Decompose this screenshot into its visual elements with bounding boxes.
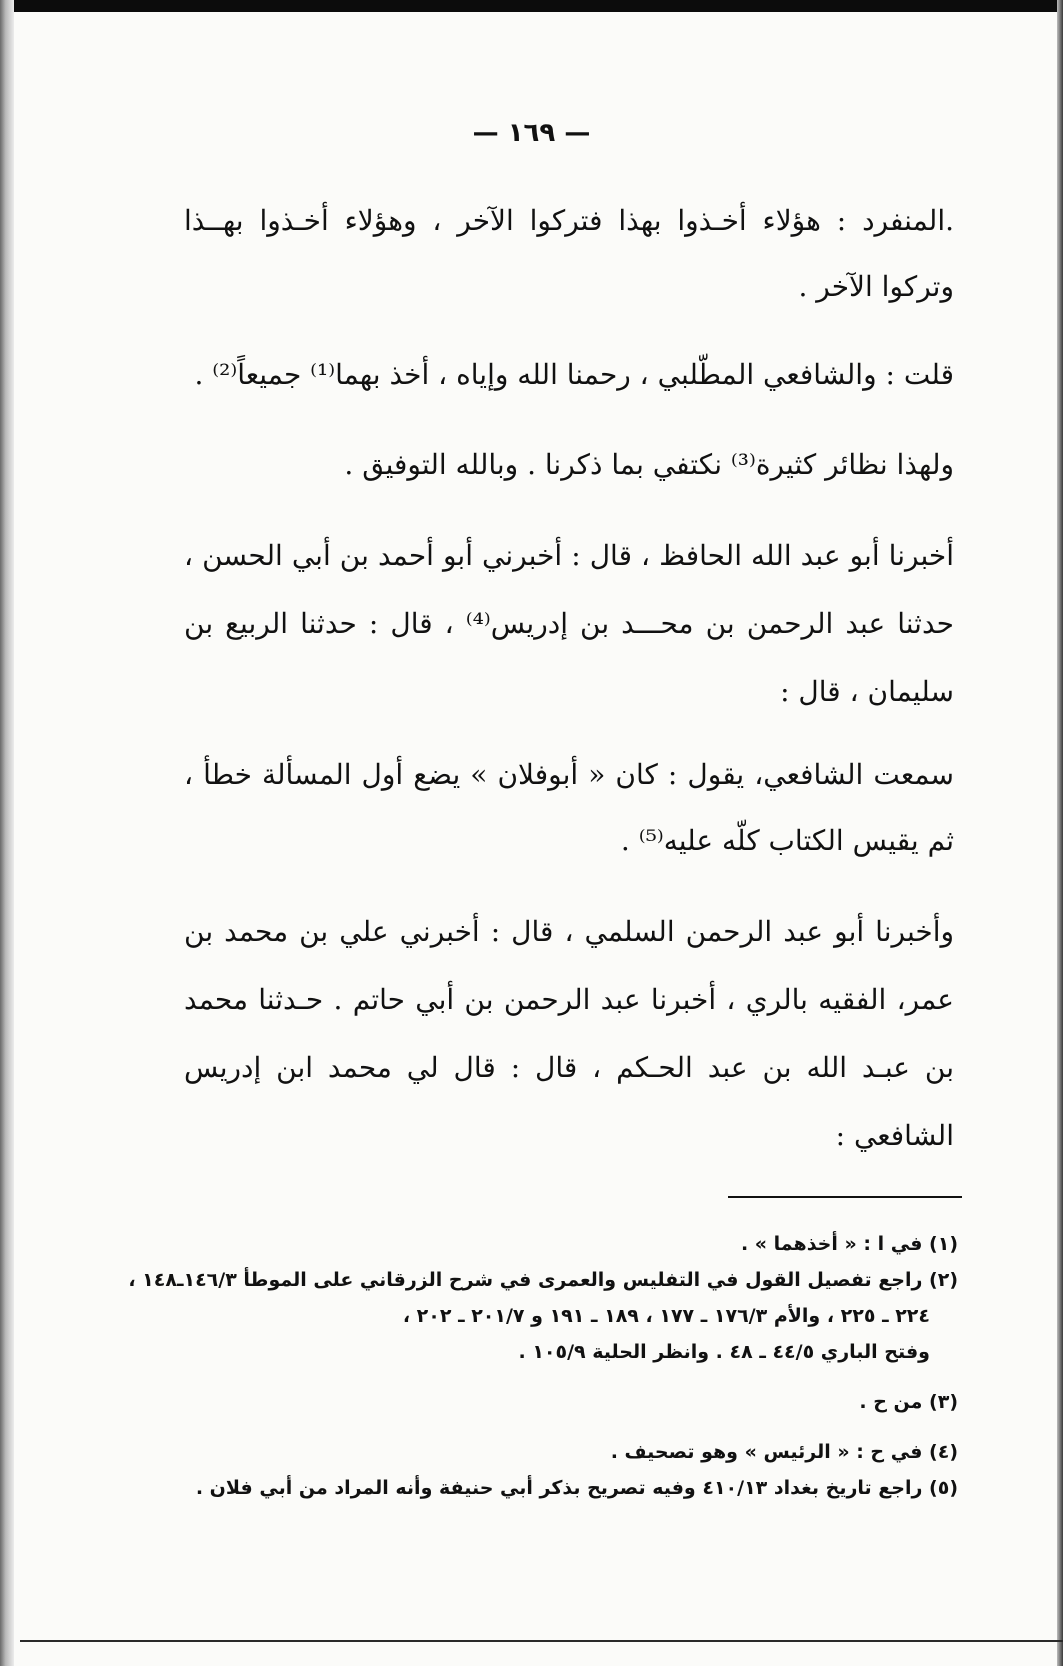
footnote-3: (٣) من ح .	[859, 1391, 958, 1413]
paragraph-1	[184, 188, 954, 320]
paragraph-text: قلت : والشافعي المطّلبي ، رحمنا الله وإياه ، أخذ بهما⁽¹⁾ جميعاً⁽²⁾ .	[194, 358, 954, 391]
paragraph-2	[184, 342, 954, 408]
footnote-5: (٥) راجع تاريخ بغداد ٤١٠/١٣ وفيه تصريح بذكر أبي حنيفة وأنه المراد من أبي فلان .	[195, 1477, 958, 1499]
footnote-2-line-1: (٢) راجع تفصيل القول في التفليس والعمرى في شرح الزرقاني على الموطأ ١٤٦/٣ـ١٤٨ ،	[128, 1269, 958, 1291]
scan-bottom-line	[20, 1640, 1063, 1642]
footnote-2-line-2: ٢٢٤ ـ ٢٢٥ ، والأم ١٧٦/٣ ـ ١٧٧ ، ١٨٩ ـ ١٩١ و ٢٠١/٧ ـ ٢٠٢ ،	[402, 1305, 930, 1327]
paragraph-4	[184, 522, 954, 726]
footnote-2-line-3: وفتح الباري ٤٤/٥ ـ ٤٨ . وانظر الحلية ١٠٥/٩ .	[518, 1341, 930, 1363]
scan-right-shadow	[1057, 0, 1063, 1666]
footnote-separator	[728, 1196, 962, 1198]
paragraph-text: أخبرنا أبو عبد الله الحافظ ، قال : أخبرني أبو أحمد بن أبي الحسن ، حدثنا عبد الرحمن بن محـــد بن إدريس⁽⁴⁾ ، قال : حدثنا الربيع بن سليمان ، قال :	[184, 539, 954, 708]
paragraph-3	[184, 432, 954, 498]
scan-left-shadow	[0, 0, 14, 1666]
page-header	[0, 118, 1063, 148]
paragraph-text: وأخبرنا أبو عبد الرحمن السلمي ، قال : أخبرني علي بن محمد بن عمر، الفقيه بالري ، أخبرنا عبد الرحمن بن أبي حاتم . حـدثنا محمد بن عبـد الله بن عبد الحـكم ، قال : قال لي محمد ابن إدريس الشافعي :	[184, 915, 954, 1152]
paragraph-6	[184, 898, 954, 1170]
scan-top-border	[0, 0, 1063, 12]
page-number: — ١٦٩ —	[472, 118, 591, 148]
paragraph-text: سمعت الشافعي، يقول : كان « أبوفلان » يضع أول المسألة خطأ ، ثم يقيس الكتاب كلّه عليه⁽⁵⁾ .	[184, 758, 954, 857]
footnote-1: (١) في ا : « أخذهما » .	[740, 1233, 958, 1255]
paragraph-text: ولهذا نظائر كثيرة⁽³⁾ نكتفي بما ذكرنا . وبالله التوفيق .	[344, 448, 954, 481]
footnote-4: (٤) في ح : « الرئيس » وهو تصحيف .	[610, 1441, 958, 1463]
paragraph-5	[184, 742, 954, 874]
footnotes	[128, 1226, 958, 1506]
paragraph-text: .المنفرد : هؤلاء أخـذوا بهذا فتركوا الآخر ، وهؤلاء أخـذوا بهــذا وتركوا الآخر .	[184, 204, 954, 303]
